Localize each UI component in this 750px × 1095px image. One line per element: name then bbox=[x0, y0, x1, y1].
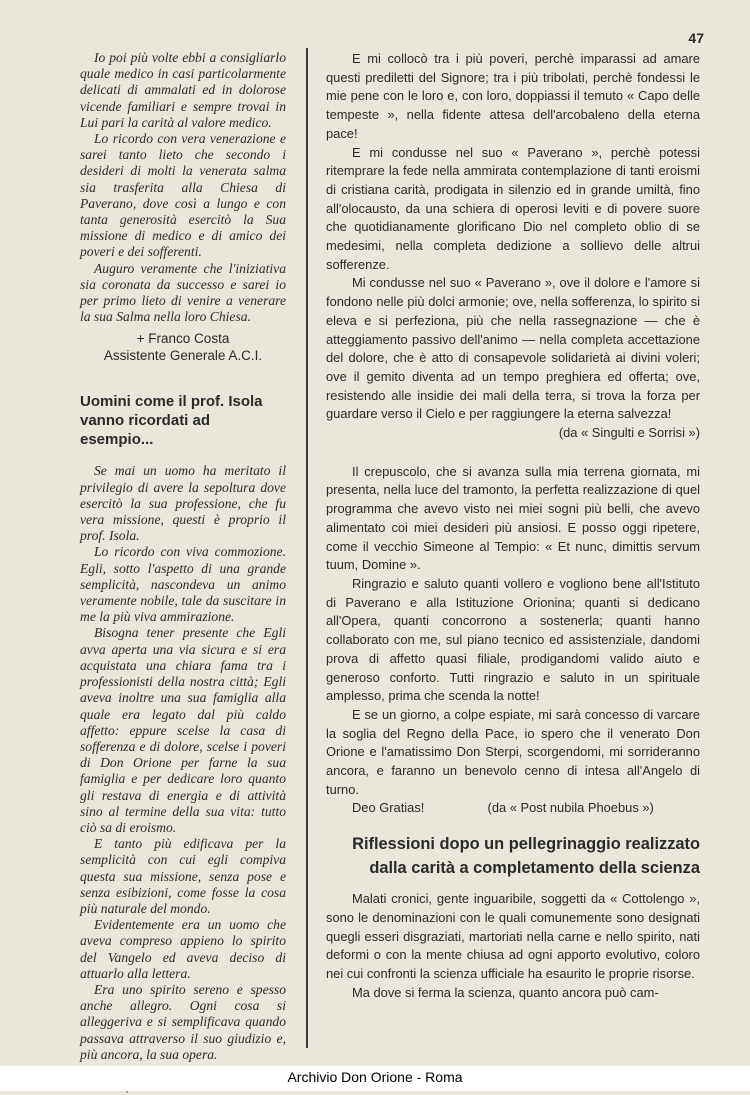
article-heading-line: vanno ricordati ad esempio... bbox=[80, 412, 211, 449]
closing-line bbox=[326, 799, 700, 818]
letter-paragraph: Auguro veramente che l'iniziativa sia coronata da successo e sarei io per primo lieto di venire a venerare la sua Salma nella loro Chiesa. bbox=[80, 260, 286, 325]
article-paragraph: Lo ricordo con viva commozione. Egli, sotto l'aspetto di una grande semplicità, nascondeva un animo veramente nobile, tale da suscitare in me la più viva ammirazione. bbox=[80, 544, 286, 625]
left-column bbox=[80, 50, 286, 1095]
memoir-paragraph: Ringrazio e saluto quanti vollero e vogliono bene all'Istituto di Paverano e alla Istituzione Orionina; quanti si dedicano all'Opera, quanti concorrono a sostenerla; quanti hanno collaborato con me, sul piano tecnico ed assistenziale, dandomi prova di affetto quasi filiale, prodigandomi valido aiuto e generoso conforto. Tutti ringrazio e saluto in un spirituale amplesso, prima che scenda la notte! bbox=[326, 575, 700, 704]
memoir-paragraph: Il crepuscolo, che si avanza sulla mia terrena giornata, mi presenta, nella luce del tramonto, la perfetta realizzazione di quel programma che avevo visto nei miei sogni più belli, che avevo alimentato coi miei desideri più ansiosi. E posso oggi ripetere, come il vecchio Simeone al Tempio: « Et nunc, dimittis servum tuum, Domine ». bbox=[326, 463, 700, 573]
archive-footer: Archivio Don Orione - Roma bbox=[287, 1069, 463, 1085]
signature-title: Assistente Generale A.C.I. bbox=[103, 348, 263, 364]
column-divider bbox=[306, 48, 308, 1048]
page-number: 47 bbox=[688, 30, 704, 46]
article-heading bbox=[80, 392, 286, 449]
memoir-section-2 bbox=[326, 463, 700, 818]
article-text bbox=[80, 463, 286, 1095]
letter-text bbox=[80, 50, 286, 325]
citation: (da « Post nubila Phoebus ») bbox=[487, 800, 654, 816]
section-heading bbox=[326, 832, 700, 880]
reflection-section bbox=[326, 890, 700, 1002]
article-paragraph: Se mai un uomo ha meritato il privilegio di avere la sepoltura dove esercitò la sua professione, che fu vera missione, questi è proprio il prof. Isola. bbox=[80, 463, 286, 544]
section-heading-line: Riflessioni dopo un pellegrinaggio realizzato bbox=[352, 835, 700, 854]
memoir-paragraph: Mi condusse nel suo « Paverano », ove il dolore e l'amore si fondono nelle più dolci armonie; ove, nella sofferenza, lo spirito si eleva e si perfeziona, più che nella rassegnazione — che è atteggiamento passivo dell'animo — nella completa accettazione del dolore, che è atto di consapevole solidarietà ai divini voleri; ove il gemito diventa ad un tempo preghiera ed offerta; ove, resistendo alle insidie dei mali della terra, si trova la forza per guardare verso il Cielo e per raggiungere la eterna salvezza! bbox=[326, 275, 700, 422]
letter-paragraph: Lo ricordo con vera venerazione e sarei tanto lieto che secondo i desideri di molti la venerata salma sia trasferita alla Chiesa di Paverano, dove così a lungo e con tanta generosità esercitò la Sua missione di medico e di amico dei poveri e dei sofferenti. bbox=[80, 131, 286, 260]
reflection-paragraph: Malati cronici, gente inguaribile, soggetti da « Cottolengo », sono le denominazioni con le quali comunemente sono designati quegli esseri disgraziati, martoriati nella carne e nello spirito, nati deformi o con la mente chiusa ad ogni apporto evolutivo, coloro nei cui confronti la scienza ufficiale ha esaurito le proprie risorse. bbox=[326, 891, 700, 981]
signature-name: + Franco Costa bbox=[136, 331, 230, 347]
citation: (da « Singulti e Sorrisi ») bbox=[558, 425, 700, 441]
article-paragraph: E tanto più edificava per la semplicità con cui egli compiva questa sua missione, senza pose e senza esibizioni, come fosse la cosa più naturale del mondo. bbox=[80, 836, 286, 916]
deo-gratias: Deo Gratias! bbox=[352, 800, 425, 816]
section-gap bbox=[326, 443, 700, 463]
article-paragraph: Era uno spirito sereno e spesso anche allegro. Ogni cosa si alleggeriva e si semplificava quando passava attraverso il suo giudizio e, più ancora, la sua opera. bbox=[80, 981, 286, 1062]
section-heading-line: dalla carità a completamento della scienza bbox=[369, 859, 700, 878]
article-paragraph: Bisogna tener presente che Egli avva aperta una via sicura e si era acquistata una chiara fama tra i professionisti della nostra città; Egli aveva inoltre una sua famiglia alla quale era legato dal più caldo affetto: eppure scelse la casa di sofferenza e di dolore, scelse i poveri di Don Orione per farne la sua famiglia e per dedicare loro quanto gli restava di energia e di attività sino al termine della sua vita: tutto ciò sa di eroismo. bbox=[80, 625, 286, 835]
signature bbox=[80, 330, 286, 364]
letter-paragraph: Io poi più volte ebbi a consigliarlo quale medico in casi particolarmente delicati di ammalati ed in dolorose vicende familiari e sempre trovai in Lui pari la carità al valore medico. bbox=[80, 50, 286, 130]
memoir-paragraph: E mi collocò tra i più poveri, perchè imparassi ad amare questi prediletti del Signore; tra i più tribolati, perchè fondessi le mie pene con le loro e, con loro, doppiassi il temuto « Capo delle tempeste », nella fidente attesa dell'arcobaleno della eterna pace! bbox=[326, 51, 700, 141]
memoir-section-1 bbox=[326, 50, 700, 443]
reflection-paragraph: Ma dove si ferma la scienza, quanto ancora può cam- bbox=[352, 984, 659, 1000]
memoir-paragraph: E mi condusse nel suo « Paverano », perchè potessi ritemprare la fede nella ammirata contemplazione di tanti eroismi di cristiana carità, prodigata in silenzio ed in grande umiltà, fino all'olocausto, da una schiera di operosi leviti e di povere suore che quotidianamente glorificano Dio nel completo oblio di se medesimi, nella completa dedizione a sollievo delle altrui sofferenze. bbox=[326, 144, 700, 272]
right-column bbox=[326, 50, 700, 1002]
article-heading-line: Uomini come il prof. Isola bbox=[80, 393, 263, 411]
article-paragraph: Evidentemente era un uomo che aveva compreso appieno lo spirito del Vangelo ed aveva deciso di attuarlo alla lettera. bbox=[80, 917, 286, 981]
memoir-paragraph: E se un giorno, a colpe espiate, mi sarà concesso di varcare la soglia del Regno della Pace, io spero che il venerato Don Orione e l'amatissimo Don Sterpi, scorgendomi, mi sorrideranno ancora, e faranno un benevolo cenno di intesa all'Angelo di turno. bbox=[326, 706, 700, 797]
